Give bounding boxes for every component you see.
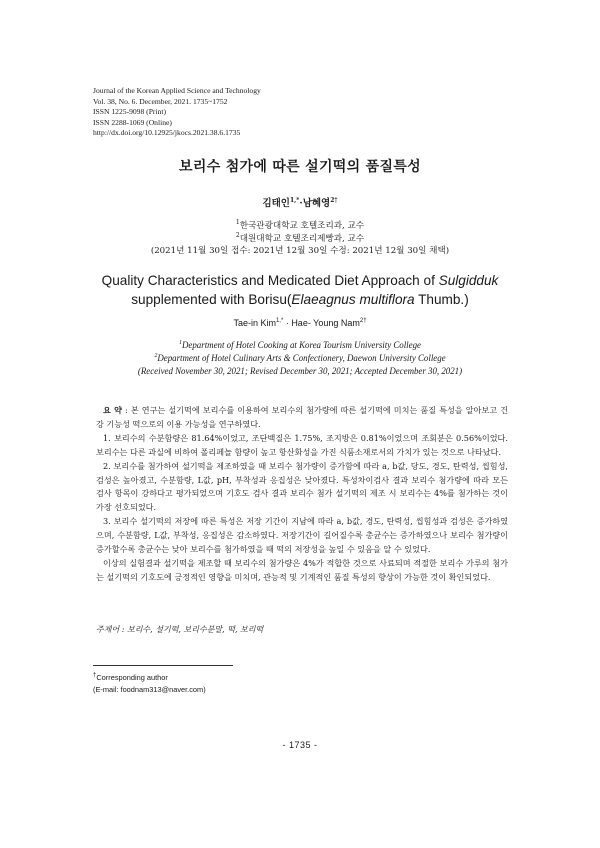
english-title: Quality Characteristics and Medicated Diet Approach of Sulgidduk supplemented with Borisu(Elaeagnus multiflora Thumb.)	[101, 273, 499, 307]
korean-affiliation-2: 대원대학교 호텔조리제빵과, 교수	[239, 233, 365, 244]
english-affiliation-2: Department of Hotel Culinary Arts & Confectionery, Daewon University College	[157, 353, 446, 363]
english-author-1: Tae-in Kim	[233, 318, 276, 328]
korean-affiliations: $^1$한국관광대학교 호텔조리과, 교수 $^2$대원대학교 호텔조리제빵과, 교수 (2021년 11월 30일 접수: 2021년 12월 30일 수정: 2021년 12월 30일 채택)	[0, 220, 600, 258]
journal-name: Journal of the Korean Applied Science and Technology	[93, 86, 261, 95]
page-number: - 1735 -	[282, 740, 318, 750]
footnote: †Corresponding author (E-mail: foodnam313@naver.com)	[93, 672, 206, 694]
corresponding-author-note: Corresponding author	[96, 673, 168, 682]
english-authors: Tae-in Kim$^{1,*}$ · Hae- Young Nam$^{2\dagger}$	[233, 318, 367, 328]
korean-title: 보리수 첨가에 따른 설기떡의 품질특성	[179, 159, 421, 175]
keywords: 주제어 : 보리수, 설기떡, 보리수분말, 떡, 보리떡	[96, 625, 264, 634]
corresponding-email: (E-mail: foodnam313@naver.com)	[93, 685, 206, 694]
korean-dates: (2021년 11월 30일 접수: 2021년 12월 30일 수정: 2021년 12월 30일 채택)	[150, 246, 450, 256]
abstract-paragraph-2: 2. 보리수를 첨가하여 설기떡을 제조하였을 때 보리수 첨가량이 증가함에 따라 a, b값, 당도, 경도, 탄력성, 씹힘성, 검성은 높아졌고, 수분함량, L값, pH, 부착성과 응집성은 낮아졌다. 특성차이검사 결과 보리수 첨가량에 따라 모든 검사 항목이 강하다고 평가되었으며 기호도 검사 결과 보리수 첨가 설기떡의 제조 시 보리수는 4%를 첨가하는 것이 가장 선호되었다.	[96, 460, 508, 513]
english-affiliation-1: Department of Hotel Cooking at Korea Tourism University College	[182, 340, 421, 350]
korean-affiliation-1: 한국관광대학교 호텔조리과, 교수	[239, 221, 365, 231]
korean-author-1: 김태인	[262, 198, 290, 209]
english-dates: (Received November 30, 2021; Revised December 30, 2021; Accepted December 30, 2021)	[137, 366, 463, 376]
journal-info	[93, 86, 261, 139]
journal-volume: Vol. 38, No. 6. December, 2021. 1735~1752	[93, 96, 228, 106]
abstract-paragraph-4: 이상의 실험결과 설기떡을 제조할 때 보리수의 첨가량은 4%가 적합한 것으로 사료되며 적절한 보리수 가루의 첨가는 설기떡의 기호도에 긍정적인 영향을 미치며, 관능적 및 기계적인 품질 특성의 향상이 가능한 것이 확인되었다.	[96, 557, 508, 582]
issn-print: ISSN 1225-9098 (Print)	[93, 107, 166, 117]
english-author-2: Hae- Young Nam	[291, 318, 360, 328]
abstract-paragraph-3: 3. 보리수 설기떡의 저장에 따른 특성은 저장 기간이 지남에 따라 a, b값, 경도, 탄력성, 씹힘성과 검성은 증가하였으며, 수분함량, L값, 부착성, 응집성은 감소하였다. 저장기간이 길어질수록 총균수는 증가하였으나 보리수 첨가량이 증가할수록 총균수는 낮아 보리수를 첨가하였을 때 떡의 저장성을 높일 수 있음을 알 수 있었다.	[96, 516, 508, 555]
abstract-label: 요 약	[103, 405, 122, 415]
abstract	[96, 404, 508, 585]
korean-authors: 김태인$^{1,*}$·남혜영$^{2\dagger}$	[262, 196, 338, 209]
korean-author-2: 남혜영	[302, 198, 331, 209]
abstract-paragraph-1: 1. 보리수의 수분함량은 81.64%이었고, 조단백질은 1.75%, 조지방은 0.81%이었으며 조회분은 0.56%이었다. 보리수는 다른 과실에 비하여 폴리페놀 함량이 높고 항산화성을 가진 식품소재로서의 가치가 있는 것으로 나타났다.	[96, 432, 508, 457]
english-affiliations: $^1$Department of Hotel Cooking at Korea Tourism University College $^2$Department of Hotel Culinary Arts & Confectionery, Daewon University College (Received November 30, 2021; Revised December 30, 2021; Accepted December 30, 2021)	[0, 339, 600, 378]
abstract-intro: 요 약 : 본 연구는 설기떡에 보리수를 이용하여 보리수의 첨가량에 따른 설기떡에 미치는 품질 특성을 알아보고 건강 기능성 떡으로의 이용 가능성을 연구하였다.	[96, 405, 508, 429]
issn-online: ISSN 2288-1069 (Online)	[93, 117, 172, 127]
doi-link[interactable]: http://dx.doi.org/10.12925/jkocs.2021.38.6.1735	[93, 128, 241, 138]
footnote-divider	[93, 665, 233, 666]
